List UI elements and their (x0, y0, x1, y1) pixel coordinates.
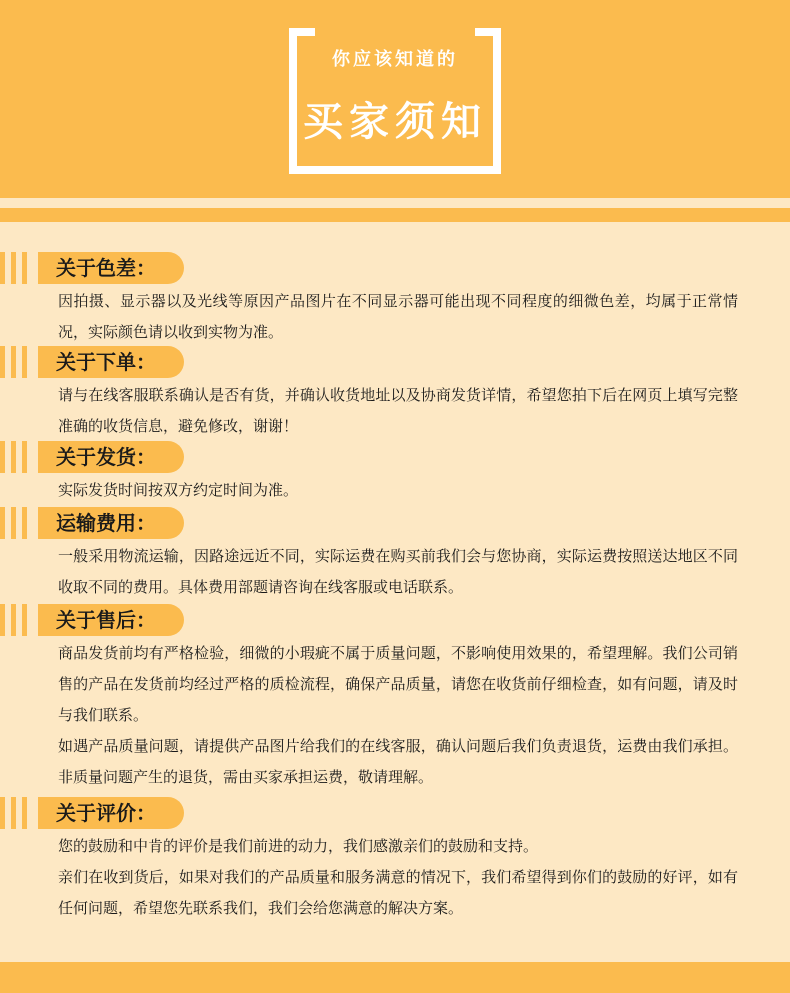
section-paragraph: 请与在线客服联系确认是否有货，并确认收货地址以及协商发货详情，希望您拍下后在网页上填写完整准确的收货信息，避免修改，谢谢！ (58, 386, 738, 435)
section-title: 运输费用： (38, 507, 184, 539)
section-header (0, 252, 790, 284)
section-header (0, 441, 790, 473)
section-title: 关于色差： (38, 252, 184, 284)
footer-band (0, 962, 790, 993)
section-title: 关于评价： (38, 797, 184, 829)
header-divider (0, 208, 790, 222)
section-paragraph: 实际发货时间按双方约定时间为准。 (58, 481, 299, 499)
section-paragraph: 一般采用物流运输，因路途远近不同，实际运费在购买前我们会与您协商，实际运费按照送达地区不同收取不同的费用。具体费用部题请咨询在线客服或电话联系。 (58, 547, 738, 596)
section-shipping (0, 441, 790, 506)
section-title: 关于下单： (38, 346, 184, 378)
section-paragraph: 因拍摄、显示器以及光线等原因产品图片在不同显示器可能出现不同程度的细微色差，均属于正常情况，实际颜色请以收到实物为准。 (58, 292, 738, 341)
section-reviews (0, 797, 790, 924)
section-header (0, 507, 790, 539)
section-after-sales (0, 604, 790, 793)
header-banner (0, 0, 790, 198)
page-title: 买家须知 (303, 99, 487, 145)
section-paragraph: 商品发货前均有严格检验，细微的小瑕疵不属于质量问题，不影响使用效果的，希望理解。我们公司销售的产品在发货前均经过严格的质检流程，确保产品质量，请您在收货前仔细检查，如有问题，请及时与我们联系。 (58, 644, 738, 724)
section-title: 关于售后： (38, 604, 184, 636)
section-title: 关于发货： (38, 441, 184, 473)
section-freight (0, 507, 790, 603)
section-header (0, 346, 790, 378)
title-frame (289, 28, 501, 174)
section-paragraph: 您的鼓励和中肯的评价是我们前进的动力，我们感激亲们的鼓励和支持。 (58, 837, 539, 855)
section-paragraph: 如遇产品质量问题，请提供产品图片给我们的在线客服，确认问题后我们负责退货，运费由我们承担。非质量问题产生的退货，需由买家承担运费，敬请理解。 (58, 737, 738, 786)
section-header (0, 797, 790, 829)
section-paragraph: 亲们在收到货后，如果对我们的产品质量和服务满意的情况下，我们希望得到你们的鼓励的好评，如有任何问题，希望您先联系我们，我们会给您满意的解决方案。 (58, 868, 738, 917)
section-header (0, 604, 790, 636)
page-subtitle: 你应该知道的 (332, 49, 458, 70)
section-color-difference (0, 252, 790, 348)
section-ordering (0, 346, 790, 442)
